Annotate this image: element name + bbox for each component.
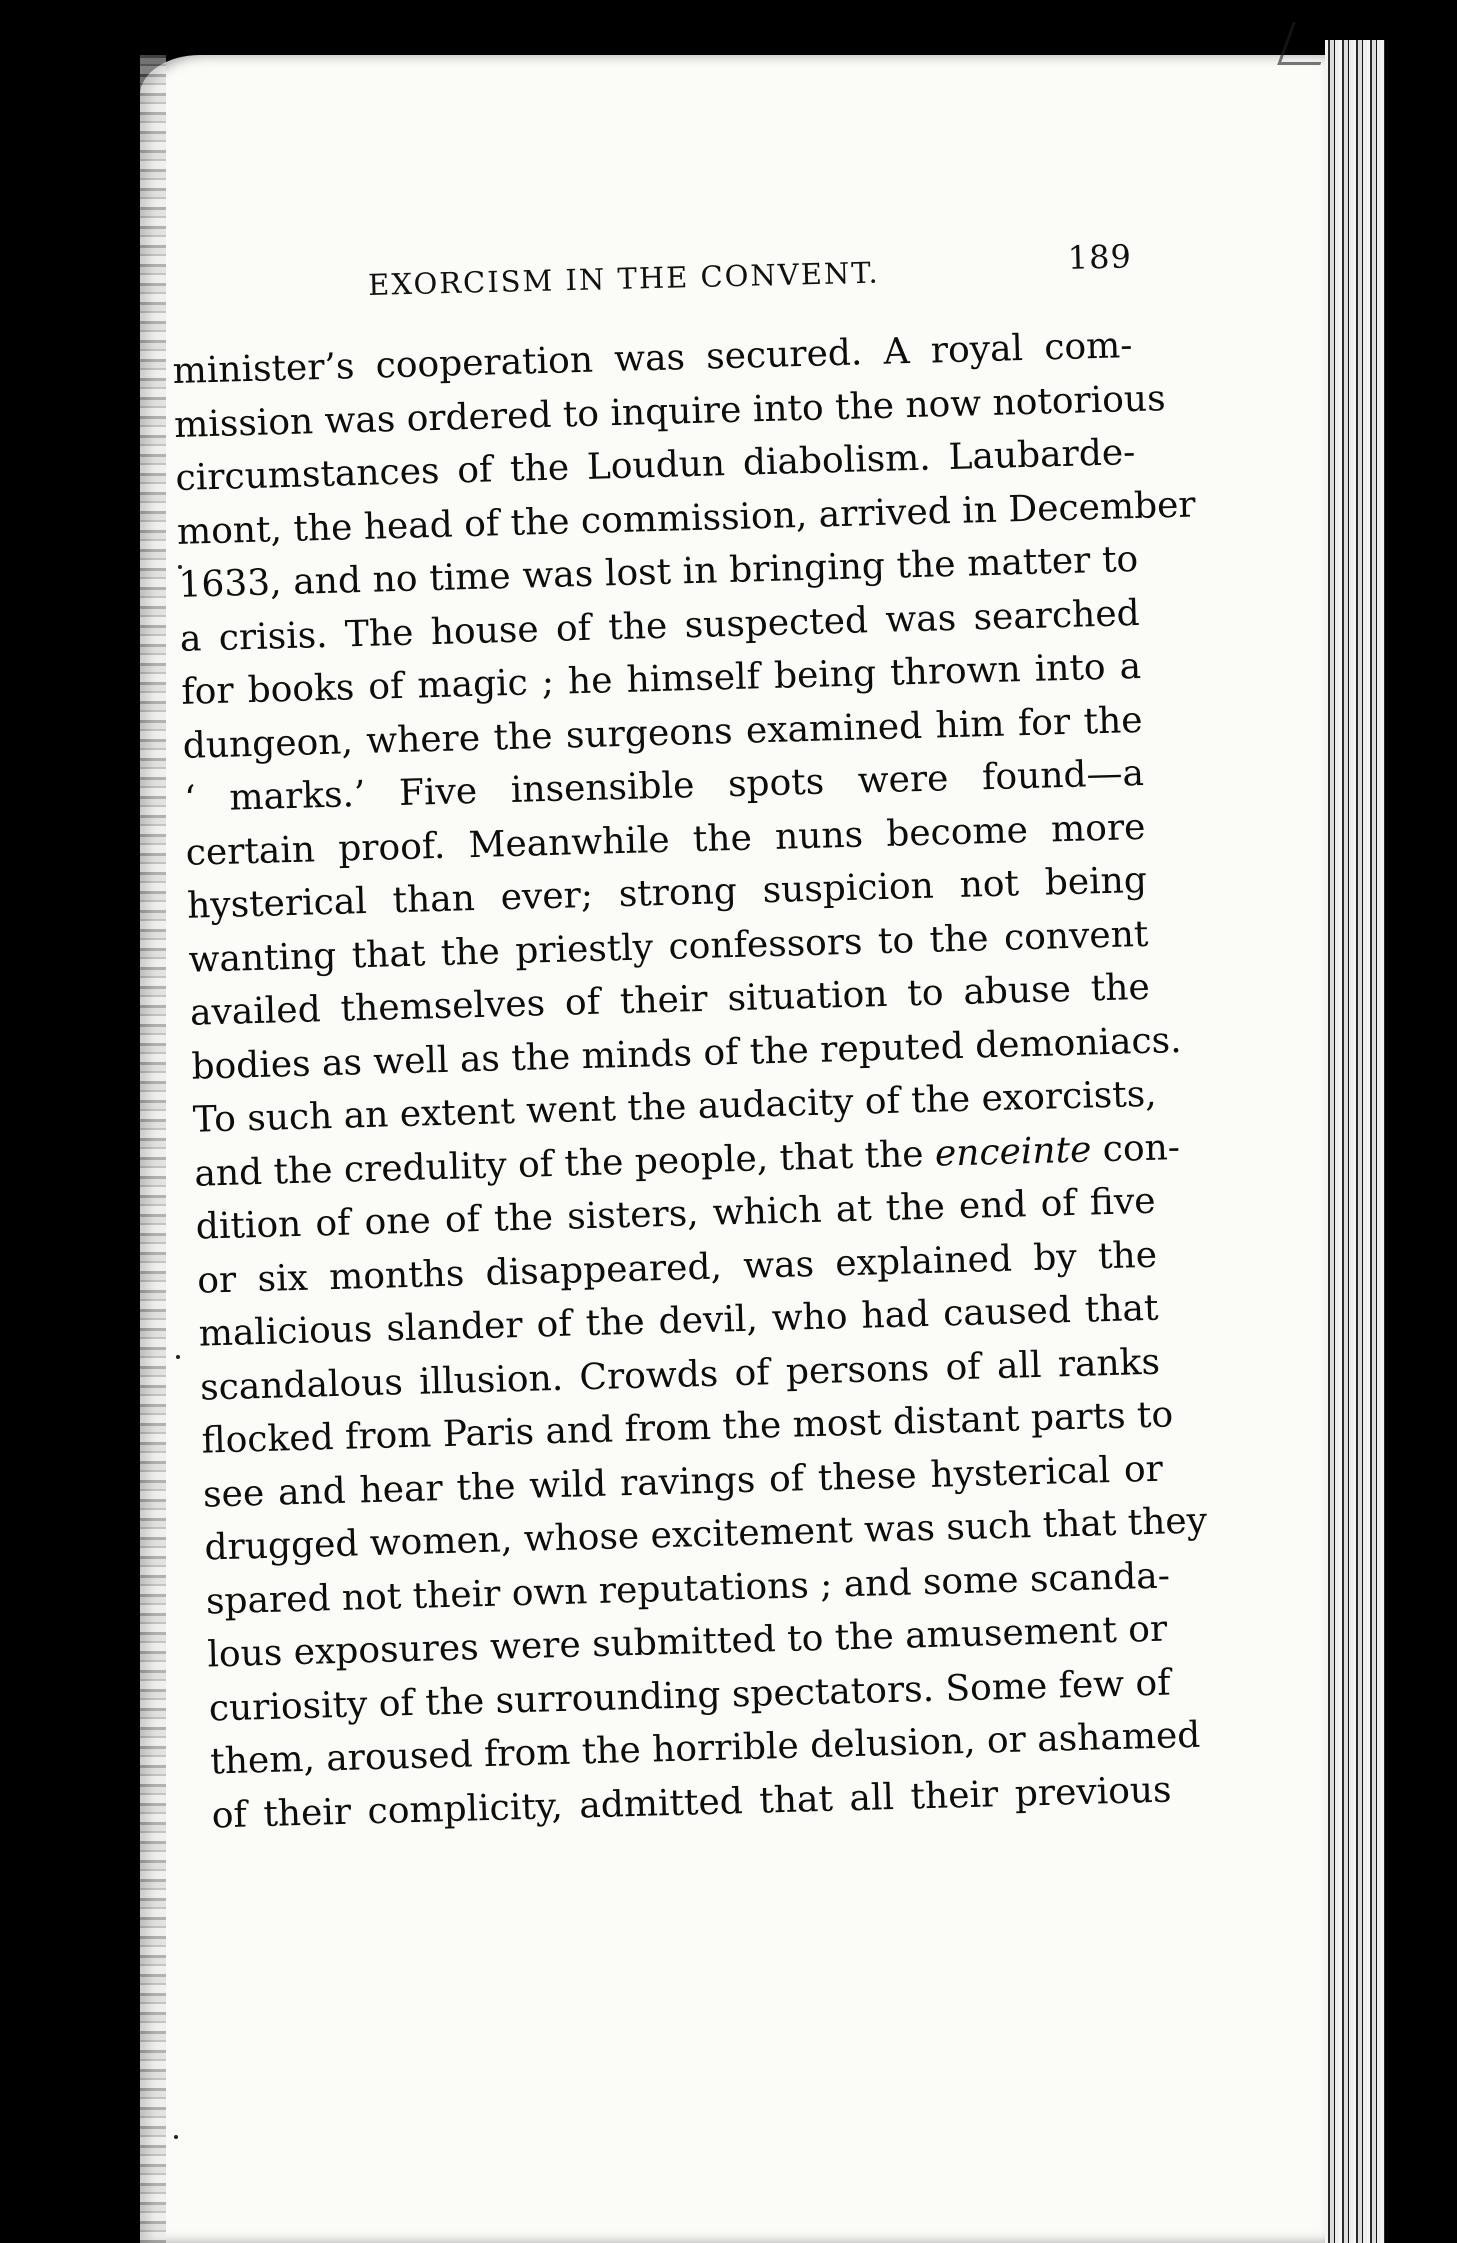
text-line: malicious slander of the devil, who had caused that [198, 1287, 1159, 1355]
body-text [172, 319, 1208, 1842]
text-line: spared not their own reputations ; and some scanda- [205, 1554, 1171, 1623]
text-line: drugged women, whose excitement was such that they [203, 1500, 1208, 1569]
ink-speck [174, 2135, 178, 2139]
text-line: curiosity of the surrounding spectators. Some few of [208, 1661, 1172, 1729]
text-line: mission was ordered to inquire into the now notorious [173, 377, 1167, 446]
text-line: ‘ marks.’ Five insensible spots were found—a [183, 752, 1145, 820]
running-title: EXORCISM IN THE CONVENT. [367, 255, 880, 302]
text-line: circumstances of the Loudun diabolism. Laubarde- [175, 431, 1136, 499]
text-line: minister’s cooperation was secured. A royal com- [172, 325, 1133, 392]
text-line: bodies as well as the minds of the reputed demoniacs. [190, 1019, 1183, 1088]
text-line: 1633, and no time was lost in bringing the matter to [177, 538, 1139, 606]
text-line: lous exposures were submitted to the amusement or [206, 1608, 1168, 1676]
text-line: To such an extent went the audacity of the exorcists, [192, 1073, 1158, 1141]
text-line: mont, the head of the commission, arrived in December [176, 483, 1197, 553]
scan-border [1385, 0, 1457, 2243]
text-line: or six months disappeared, was explained by the [196, 1234, 1158, 1302]
text-line: dition of one of the sisters, which at the end of five [195, 1180, 1157, 1248]
text-line: wanting that the priestly confessors to the convent [188, 913, 1149, 981]
text-line: of their complicity, admitted that all their previous [211, 1769, 1172, 1836]
text-line: dungeon, where the surgeons examined him for the [182, 699, 1144, 767]
text-line: a crisis. The house of the suspected was searched [179, 592, 1141, 660]
text-line: scandalous illusion. Crowds of persons of all ranks [199, 1341, 1161, 1409]
ink-speck [176, 1355, 180, 1359]
page-number: 189 [1067, 237, 1133, 277]
text-line: and the credulity of the people, that the enceinte con- [193, 1126, 1181, 1195]
text-line: for books of magic ; he himself being thrown into a [180, 645, 1142, 713]
text-line: see and hear the wild ravings of these hysterical or [202, 1448, 1164, 1516]
text-line: flocked from Paris and from the most distant parts to [201, 1394, 1174, 1462]
text-line: availed themselves of their situation to abuse the [189, 966, 1151, 1034]
text-line: hysterical than ever; strong suspicion not being [186, 859, 1148, 927]
text-line: certain proof. Meanwhile the nuns become more [185, 806, 1146, 874]
text-line: them, aroused from the horrible delusion, or ashamed [209, 1714, 1201, 1783]
page-edge-gutter [1325, 40, 1385, 2243]
